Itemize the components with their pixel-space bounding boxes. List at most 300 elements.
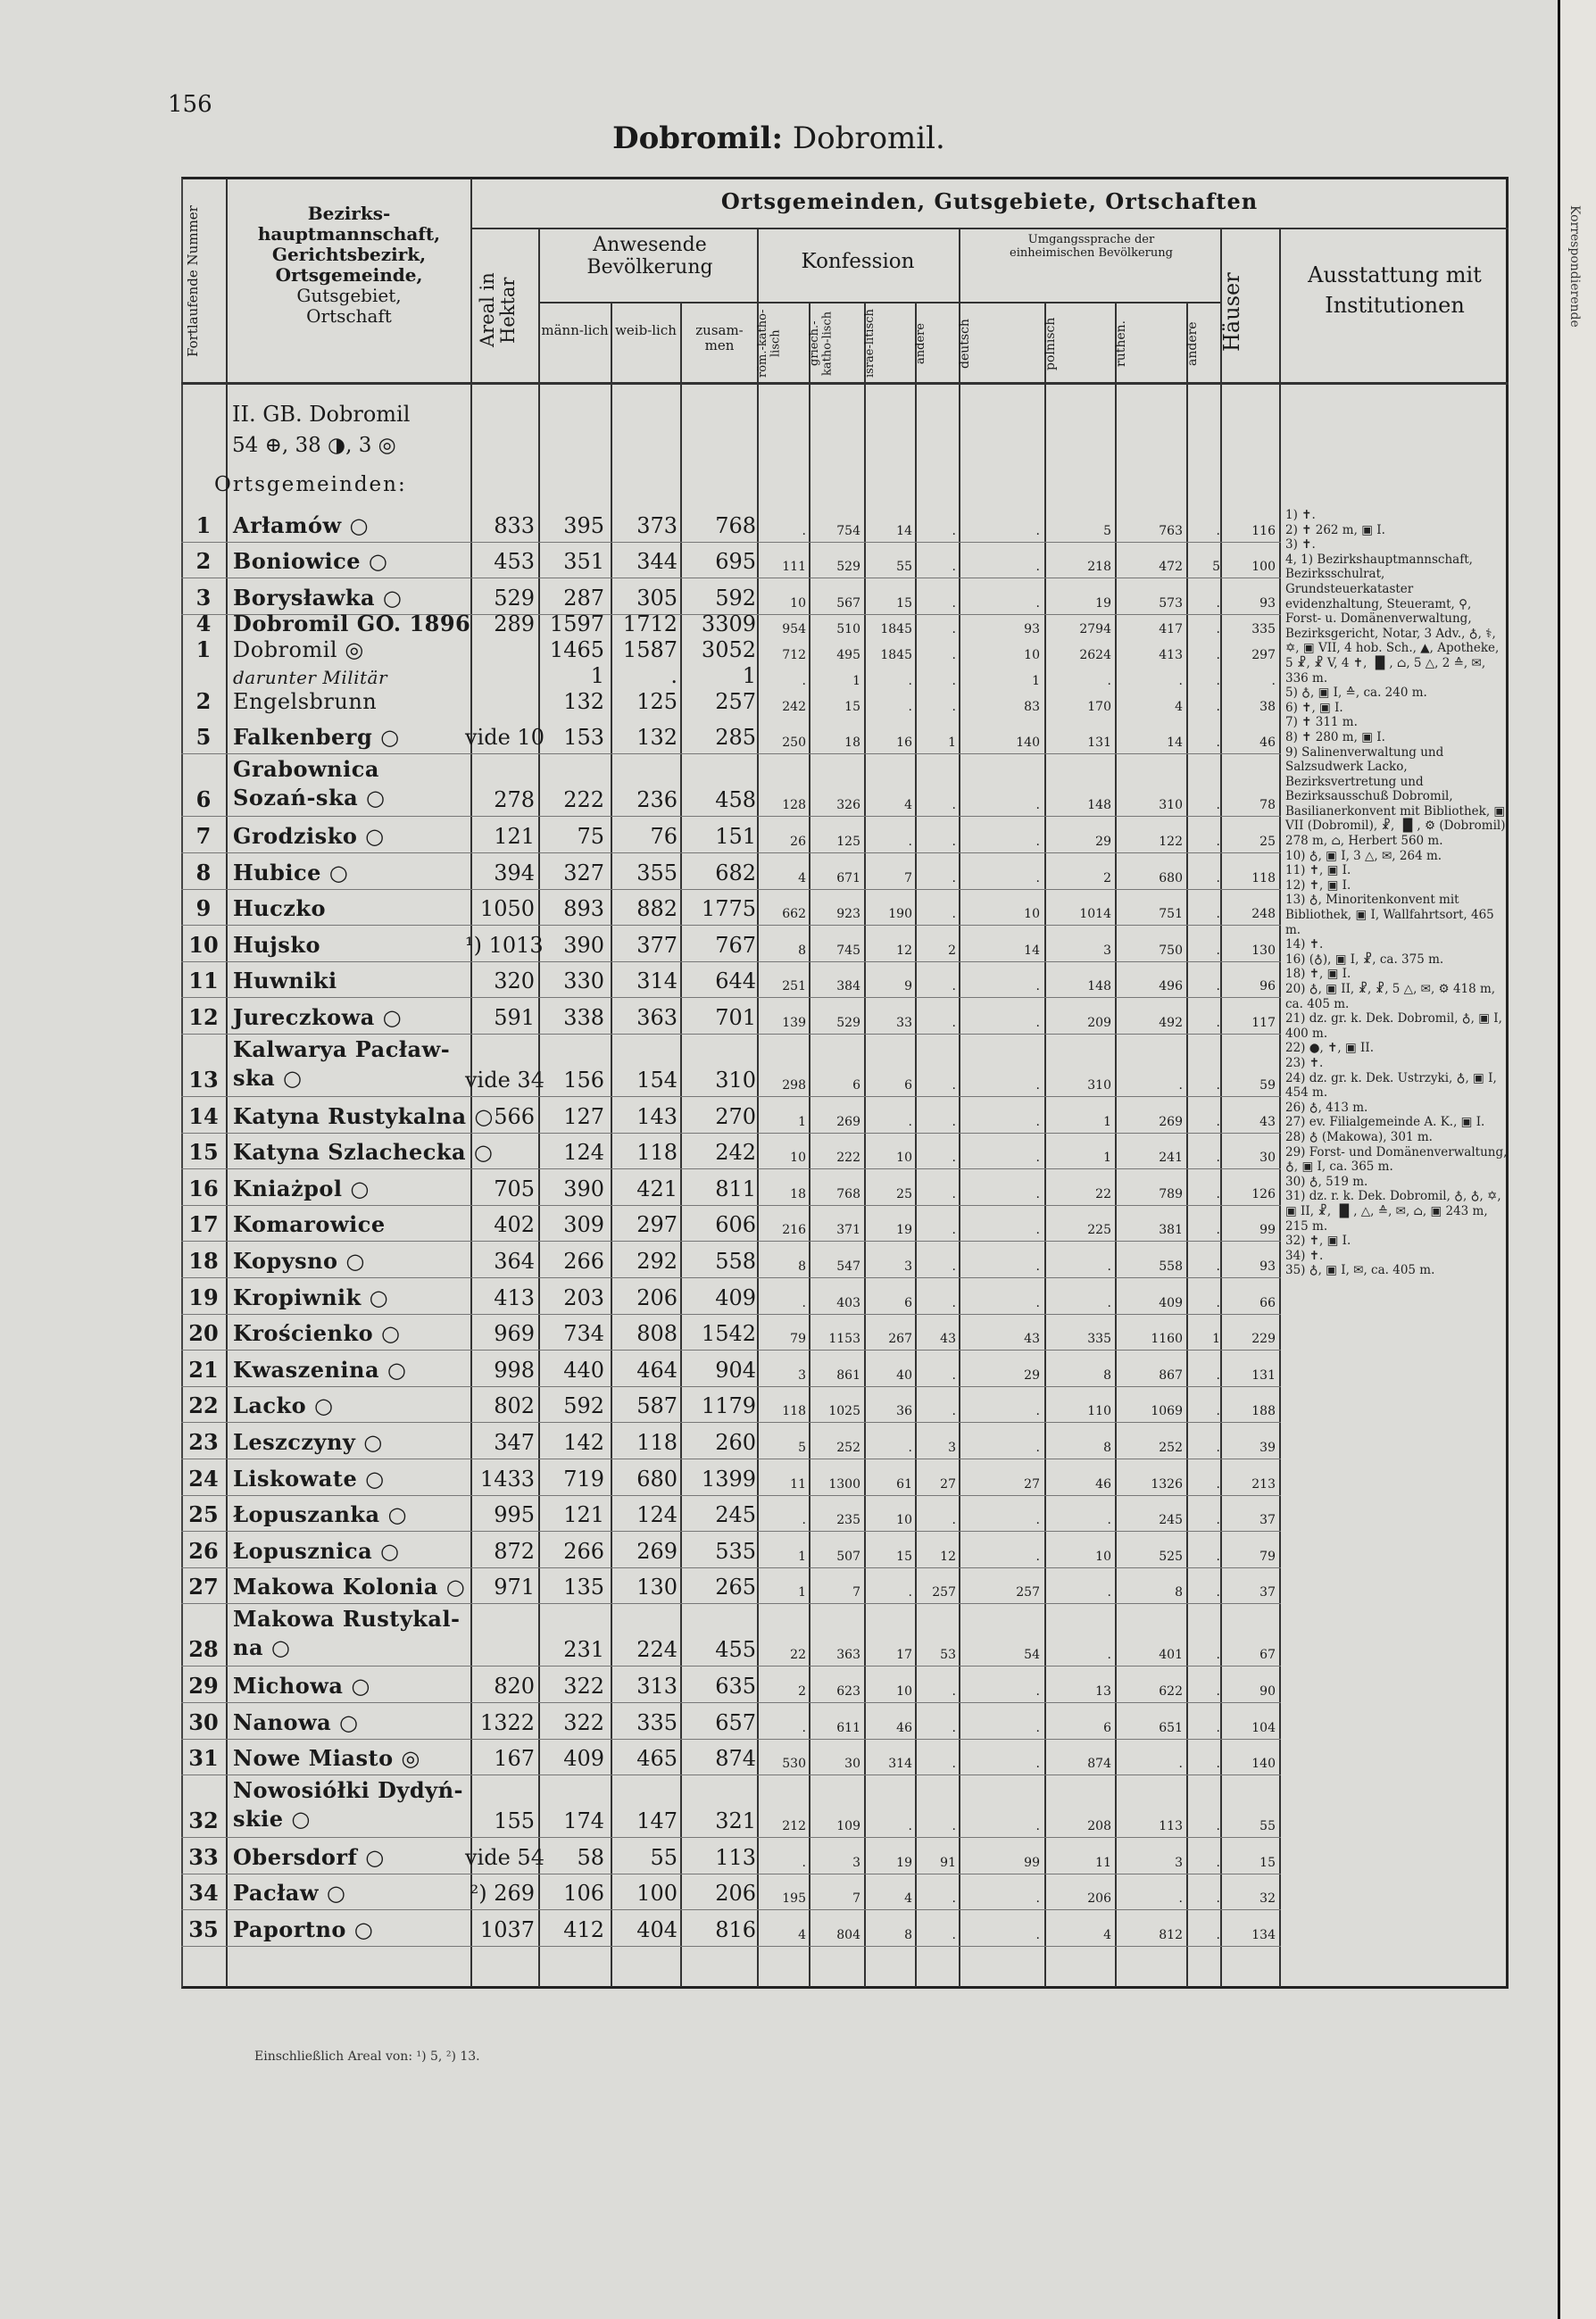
cell-s3: .	[1178, 673, 1183, 688]
cell-m: 330	[563, 968, 604, 994]
cell-h: 59	[1259, 1078, 1276, 1093]
cell-s4: .	[1216, 1078, 1220, 1093]
cell-s4: .	[1216, 595, 1220, 611]
cell-k4: .	[952, 1404, 956, 1419]
cell-k4: .	[952, 870, 956, 885]
cell-k3: 10	[896, 1513, 912, 1528]
cell-m: 440	[563, 1357, 604, 1383]
cell-k1: 3	[798, 1367, 806, 1383]
cell-s3: 122	[1159, 834, 1183, 849]
table-row	[181, 718, 1281, 755]
cell-name: Kalwarya Pacław-ska ○	[233, 1036, 451, 1091]
cell-area: 1322	[479, 1709, 535, 1735]
table-row	[181, 1702, 1281, 1740]
cell-m: 124	[563, 1140, 604, 1166]
cell-m: 231	[563, 1637, 604, 1663]
cell-s2: 2794	[1079, 621, 1111, 636]
cell-s4: .	[1216, 1513, 1220, 1528]
cell-k2: 15	[844, 699, 860, 714]
cell-t: 695	[715, 549, 756, 575]
header-main-group: Ortsgemeinden, Gutsgebiete, Ortschaften	[720, 188, 1259, 214]
cell-t: 285	[715, 725, 756, 751]
cell-k3: .	[908, 1819, 912, 1834]
district-heading: II. GB. Dobromil	[232, 402, 411, 427]
institution-note: 32) ✝, ▣ I.	[1285, 1234, 1351, 1249]
cell-s2: 22	[1095, 1186, 1111, 1201]
cell-name: Łopusznica ○	[233, 1537, 400, 1564]
institutions-column	[1285, 508, 1509, 1278]
cell-k4: 12	[940, 1549, 956, 1564]
cell-h: 39	[1259, 1440, 1276, 1455]
institution-note: 23) ✝.	[1285, 1055, 1324, 1070]
cell-k3: 8	[904, 1927, 912, 1942]
cell-s2: 148	[1087, 979, 1111, 994]
cell-t: 206	[715, 1881, 756, 1907]
cell-s4: 5	[1212, 560, 1220, 575]
cell-t: 270	[715, 1103, 756, 1129]
cell-s4: .	[1216, 673, 1220, 688]
cell-h: 130	[1251, 943, 1276, 958]
cell-k3: 16	[896, 736, 912, 751]
institution-note: 18) ✝, ▣ I.	[1285, 967, 1351, 982]
rule	[538, 302, 1220, 303]
cell-name: Boniowice ○	[233, 548, 388, 575]
cell-s3: 269	[1159, 1114, 1183, 1129]
cell-name: Katyna Szlachecka ○	[233, 1139, 494, 1166]
cell-num: 22	[188, 1392, 219, 1419]
cell-num: 31	[188, 1745, 219, 1772]
cell-s2: 148	[1087, 798, 1111, 813]
cell-w: 100	[636, 1881, 677, 1907]
cell-num: 15	[188, 1139, 219, 1166]
cell-k1: .	[802, 1855, 806, 1870]
cell-t: 1179	[701, 1393, 756, 1419]
cell-k1: 712	[782, 647, 806, 662]
cell-t: 257	[715, 688, 756, 714]
cell-name: Borysławka ○	[233, 584, 403, 611]
cell-s3: 1160	[1151, 1332, 1183, 1347]
cell-k3: 4	[904, 798, 912, 813]
cell-area: vide 54	[465, 1844, 544, 1870]
cell-area: 453	[494, 549, 535, 575]
table-row	[181, 1775, 1281, 1838]
cell-num: 5	[195, 724, 212, 751]
cell-name: Liskowate ○	[233, 1465, 385, 1492]
cell-t: 409	[715, 1284, 756, 1310]
cell-t: 265	[715, 1575, 756, 1600]
cell-s2: .	[1107, 673, 1111, 688]
cell-w: 118	[636, 1140, 677, 1166]
cell-num: 8	[195, 859, 212, 885]
cell-t: 245	[715, 1502, 756, 1528]
cell-k2: 529	[836, 560, 860, 575]
cell-k2: 363	[836, 1648, 860, 1663]
header-other-confession: andere	[914, 322, 927, 365]
cell-s4: .	[1216, 1585, 1220, 1600]
cell-s1: .	[1035, 1513, 1040, 1528]
cell-w: 335	[636, 1709, 677, 1735]
cell-h: 188	[1251, 1404, 1276, 1419]
cell-h: 335	[1251, 621, 1276, 636]
cell-area: 347	[494, 1429, 535, 1455]
cell-s3: 789	[1159, 1186, 1183, 1201]
cell-k3: 1845	[880, 647, 912, 662]
cell-s2: .	[1107, 1513, 1111, 1528]
cell-k1: 251	[782, 979, 806, 994]
cell-k2: 671	[836, 870, 860, 885]
cell-k1: 118	[782, 1404, 806, 1419]
cell-k4: .	[952, 1683, 956, 1699]
cell-area: 320	[494, 968, 535, 994]
cell-k3: .	[908, 1114, 912, 1129]
cell-k1: 79	[790, 1332, 806, 1347]
table-row	[181, 1567, 1281, 1605]
cell-num: 13	[188, 1067, 219, 1093]
cell-h: 37	[1259, 1513, 1276, 1528]
cell-s1: 140	[1016, 736, 1040, 751]
cell-area: 971	[494, 1575, 535, 1600]
cell-s3: 680	[1159, 870, 1183, 885]
cell-k3: 14	[896, 523, 912, 538]
rule	[181, 382, 1509, 385]
institution-note: 26) ♁, 413 m.	[1285, 1100, 1368, 1115]
cell-name: Jureczkowa ○	[233, 1003, 403, 1030]
cell-k2: 567	[836, 595, 860, 611]
cell-s1: 14	[1024, 943, 1040, 958]
cell-k4: .	[952, 1819, 956, 1834]
header-district-line: hauptmannschaft,	[257, 223, 441, 245]
cell-num: 11	[188, 968, 219, 994]
cell-m: 174	[563, 1808, 604, 1834]
header-ruthenian: ruthen.	[1114, 320, 1128, 368]
cell-m: 266	[563, 1248, 604, 1274]
cell-s2: 170	[1087, 699, 1111, 714]
cell-w: 587	[636, 1393, 677, 1419]
cell-w: 363	[636, 1004, 677, 1030]
table-row	[181, 997, 1281, 1035]
cell-name: Huczko	[233, 895, 327, 922]
cell-t: 260	[715, 1429, 756, 1455]
cell-area: 969	[494, 1321, 535, 1347]
cell-num: 20	[188, 1320, 219, 1347]
cell-w: 808	[636, 1321, 677, 1347]
cell-s2: 5	[1103, 523, 1111, 538]
cell-h: 96	[1259, 979, 1276, 994]
cell-s2: 3	[1103, 943, 1111, 958]
cell-k3: .	[908, 834, 912, 849]
cell-num: 17	[188, 1211, 219, 1238]
table-row	[181, 1314, 1281, 1351]
cell-area: 833	[494, 512, 535, 538]
cell-w: 224	[636, 1637, 677, 1663]
cell-s2: .	[1107, 1295, 1111, 1310]
cell-s1: .	[1035, 1186, 1040, 1201]
table-row	[181, 852, 1281, 890]
table-row	[181, 1350, 1281, 1387]
cell-name: Pacław ○	[233, 1880, 346, 1907]
table-row	[181, 687, 1281, 718]
cell-name: Makowa Rustykal-na ○	[233, 1606, 461, 1661]
cell-s4: .	[1216, 1476, 1220, 1492]
cell-k4: 2	[948, 943, 956, 958]
cell-k2: 3	[852, 1855, 860, 1870]
cell-k1: 954	[782, 621, 806, 636]
cell-w: 147	[636, 1808, 677, 1834]
header-greek-catholic: griech.-katho-lisch	[808, 311, 835, 377]
cell-k4: .	[952, 979, 956, 994]
cell-k2: 18	[844, 736, 860, 751]
institution-note: 35) ♁, ▣ I, ✉, ca. 405 m.	[1285, 1263, 1435, 1278]
cell-m: 1597	[549, 611, 604, 636]
cell-t: 606	[715, 1212, 756, 1238]
cell-k2: 923	[836, 907, 860, 922]
cell-h: 229	[1251, 1332, 1276, 1347]
cell-k1: .	[802, 1295, 806, 1310]
cell-num: 7	[195, 822, 212, 849]
cell-s4: .	[1216, 834, 1220, 849]
institution-note: 4, 1) Bezirkshauptmannschaft, Bezirksschulrat, Grundsteuerkataster evidenzhaltung, Steueramt, ⚲, Forst- u. Domänenverwaltung, Bezirksgericht, Notar, 3 Adv., ♁, ⚕, ✡, ▣ VII, 4 hob. Sch., ▲, Apotheke, 5 ☧, ☧ V, 4 ✝, ▐▌, ⌂, 5 △, 2 ≙, ✉, 336 m.	[1285, 552, 1500, 686]
cell-name: Nowe Miasto ◎	[233, 1745, 420, 1772]
cell-name: Kniażpol ○	[233, 1175, 370, 1201]
cell-k4: .	[952, 1151, 956, 1166]
cell-num: 4	[195, 610, 212, 636]
cell-s2: .	[1107, 1259, 1111, 1274]
cell-k4: .	[952, 1078, 956, 1093]
header-confession: Konfession	[801, 250, 915, 273]
cell-h: 30	[1259, 1151, 1276, 1166]
cell-t: 3052	[701, 636, 756, 662]
cell-s4: .	[1216, 1151, 1220, 1166]
cell-s3: 651	[1159, 1720, 1183, 1735]
cell-k2: 125	[836, 834, 860, 849]
table-row	[181, 1205, 1281, 1243]
cell-area: 1050	[479, 896, 535, 922]
cell-s1: .	[1035, 870, 1040, 885]
cell-area: 566	[494, 1103, 535, 1129]
cell-w: 377	[636, 932, 677, 958]
cell-name: Dobromil ◎	[233, 636, 364, 662]
cell-k1: 216	[782, 1223, 806, 1238]
cell-s3: 496	[1159, 979, 1183, 994]
header-district-line: Bezirks-	[307, 203, 391, 224]
cell-k4: 43	[940, 1332, 956, 1347]
cell-k2: 7	[852, 1891, 860, 1907]
cell-area: 155	[494, 1808, 535, 1834]
institution-note: 24) dz. gr. k. Dek. Ustrzyki, ♁, ▣ I, 454 m.	[1285, 1070, 1497, 1101]
cell-k4: .	[952, 834, 956, 849]
cell-num: 9	[195, 895, 212, 922]
cell-w: 373	[636, 512, 677, 538]
cell-h: 248	[1251, 907, 1276, 922]
cell-k3: 7	[904, 870, 912, 885]
cell-s1: 1	[1032, 673, 1040, 688]
cell-k3: 19	[896, 1223, 912, 1238]
cell-k3: 36	[896, 1404, 912, 1419]
cell-h: 43	[1259, 1114, 1276, 1129]
cell-k3: 15	[896, 595, 912, 611]
cell-num: 16	[188, 1175, 219, 1201]
cell-s4: .	[1216, 1819, 1220, 1834]
table-row	[181, 1874, 1281, 1911]
cell-name: Leszczyny ○	[233, 1428, 383, 1455]
side-label: Korrespondierende	[1567, 205, 1582, 328]
cell-k2: 623	[836, 1683, 860, 1699]
cell-num: 26	[188, 1537, 219, 1564]
cell-k1: 18	[790, 1186, 806, 1201]
cell-s4: .	[1216, 1891, 1220, 1907]
cell-s4: .	[1216, 523, 1220, 538]
cell-area: 998	[494, 1357, 535, 1383]
cell-s2: 2624	[1079, 647, 1111, 662]
cell-k2: 495	[836, 647, 860, 662]
table-row	[181, 1739, 1281, 1776]
cell-k4: .	[952, 1223, 956, 1238]
cell-m: 1465	[549, 636, 604, 662]
table-row	[181, 505, 1281, 543]
cell-name: Dobromil GO. 1896	[233, 610, 471, 636]
cell-area: 364	[494, 1248, 535, 1274]
cell-t: 535	[715, 1538, 756, 1564]
cell-k3: 10	[896, 1151, 912, 1166]
cell-k4: .	[952, 1015, 956, 1030]
cell-num: 19	[188, 1284, 219, 1310]
cell-w: 421	[636, 1176, 677, 1201]
cell-k2: 252	[836, 1440, 860, 1455]
cell-m: 338	[563, 1004, 604, 1030]
cell-k3: 33	[896, 1015, 912, 1030]
adjacent-page-strip	[1558, 0, 1596, 2319]
cell-area: 278	[494, 787, 535, 813]
cell-k1: 26	[790, 834, 806, 849]
cell-num: 6	[195, 786, 212, 813]
cell-t: 242	[715, 1140, 756, 1166]
cell-w: 882	[636, 896, 677, 922]
cell-w: 464	[636, 1357, 677, 1383]
cell-m: 222	[563, 787, 604, 813]
cell-w: 76	[650, 823, 677, 849]
cell-name: Makowa Kolonia ○	[233, 1574, 466, 1600]
cell-k2: 30	[844, 1757, 860, 1772]
cell-k2: 754	[836, 523, 860, 538]
cell-k1: .	[802, 523, 806, 538]
cell-h: 93	[1259, 595, 1276, 611]
cell-k2: 7	[852, 1585, 860, 1600]
cell-m: 719	[563, 1466, 604, 1492]
cell-m: 309	[563, 1212, 604, 1238]
cell-k2: 547	[836, 1259, 860, 1274]
cell-s4: .	[1216, 1186, 1220, 1201]
cell-s1: .	[1035, 1720, 1040, 1735]
header-running-number: Fortlaufende Nummer	[185, 205, 201, 357]
cell-s2: 4	[1103, 1927, 1111, 1942]
cell-w: 154	[636, 1068, 677, 1093]
cell-name: Huwniki	[233, 968, 337, 994]
cell-w: 344	[636, 549, 677, 575]
cell-k4: .	[952, 560, 956, 575]
cell-s3: 417	[1159, 621, 1183, 636]
cell-k1: 8	[798, 1259, 806, 1274]
table-row	[181, 961, 1281, 999]
cell-w: 206	[636, 1284, 677, 1310]
cell-s2: 874	[1087, 1757, 1111, 1772]
cell-k4: .	[952, 907, 956, 922]
cell-k2: 510	[836, 621, 860, 636]
cell-k3: 55	[896, 560, 912, 575]
cell-num: 34	[188, 1880, 219, 1907]
cell-num: 21	[188, 1356, 219, 1383]
cell-t: 151	[715, 823, 756, 849]
cell-name: Hubice ○	[233, 859, 349, 885]
table-row	[181, 889, 1281, 927]
cell-s2: .	[1107, 1585, 1111, 1600]
cell-area: ¹) 1013	[465, 932, 544, 958]
cell-w: 236	[636, 787, 677, 813]
cell-name: Grodzisko ○	[233, 822, 385, 849]
cell-s4: .	[1216, 1367, 1220, 1383]
cell-h: .	[1271, 673, 1276, 688]
cell-m: 127	[563, 1103, 604, 1129]
cell-s3: 1326	[1151, 1476, 1183, 1492]
cell-s2: 110	[1087, 1404, 1111, 1419]
cell-k2: 269	[836, 1114, 860, 1129]
cell-k1: 4	[798, 1927, 806, 1942]
cell-k1: 22	[790, 1648, 806, 1663]
cell-k3: 46	[896, 1720, 912, 1735]
cell-h: 213	[1251, 1476, 1276, 1492]
cell-k3: 19	[896, 1855, 912, 1870]
cell-num: 29	[188, 1672, 219, 1699]
cell-h: 126	[1251, 1186, 1276, 1201]
cell-m: 266	[563, 1538, 604, 1564]
cell-s3: 751	[1159, 907, 1183, 922]
cell-s2: 6	[1103, 1720, 1111, 1735]
cell-num: 14	[188, 1102, 219, 1129]
cell-k1: 10	[790, 1151, 806, 1166]
cell-s4: .	[1216, 907, 1220, 922]
cell-t: 3309	[701, 611, 756, 636]
institution-note: 8) ✝ 280 m, ▣ I.	[1285, 729, 1385, 744]
cell-k1: 1	[798, 1585, 806, 1600]
cell-k1: 2	[798, 1683, 806, 1699]
cell-m: 1	[590, 662, 604, 688]
cell-k1: .	[802, 1513, 806, 1528]
cell-k4: .	[952, 1186, 956, 1201]
cell-k3: 61	[896, 1476, 912, 1492]
cell-s1: .	[1035, 1114, 1040, 1129]
institution-note: 1) ✝.	[1285, 508, 1316, 522]
institution-note: 14) ✝.	[1285, 937, 1324, 952]
cell-w: .	[670, 662, 677, 688]
cell-h: 66	[1259, 1295, 1276, 1310]
cell-k1: 11	[790, 1476, 806, 1492]
cell-k2: 1	[852, 673, 860, 688]
cell-k4: 1	[948, 736, 956, 751]
cell-h: 140	[1251, 1757, 1276, 1772]
cell-area: 529	[494, 585, 535, 611]
cell-w: 355	[636, 860, 677, 885]
institution-note: 34) ✝.	[1285, 1248, 1324, 1263]
cell-s2: 310	[1087, 1078, 1111, 1093]
cell-name: Engelsbrunn	[233, 688, 378, 714]
cell-k1: 111	[782, 560, 806, 575]
cell-k2: 222	[836, 1151, 860, 1166]
cell-h: 38	[1259, 699, 1276, 714]
cell-s1: .	[1035, 1757, 1040, 1772]
cell-area: 591	[494, 1004, 535, 1030]
cell-s4: .	[1216, 1683, 1220, 1699]
cell-num: 35	[188, 1916, 219, 1942]
cell-num: 24	[188, 1465, 219, 1492]
